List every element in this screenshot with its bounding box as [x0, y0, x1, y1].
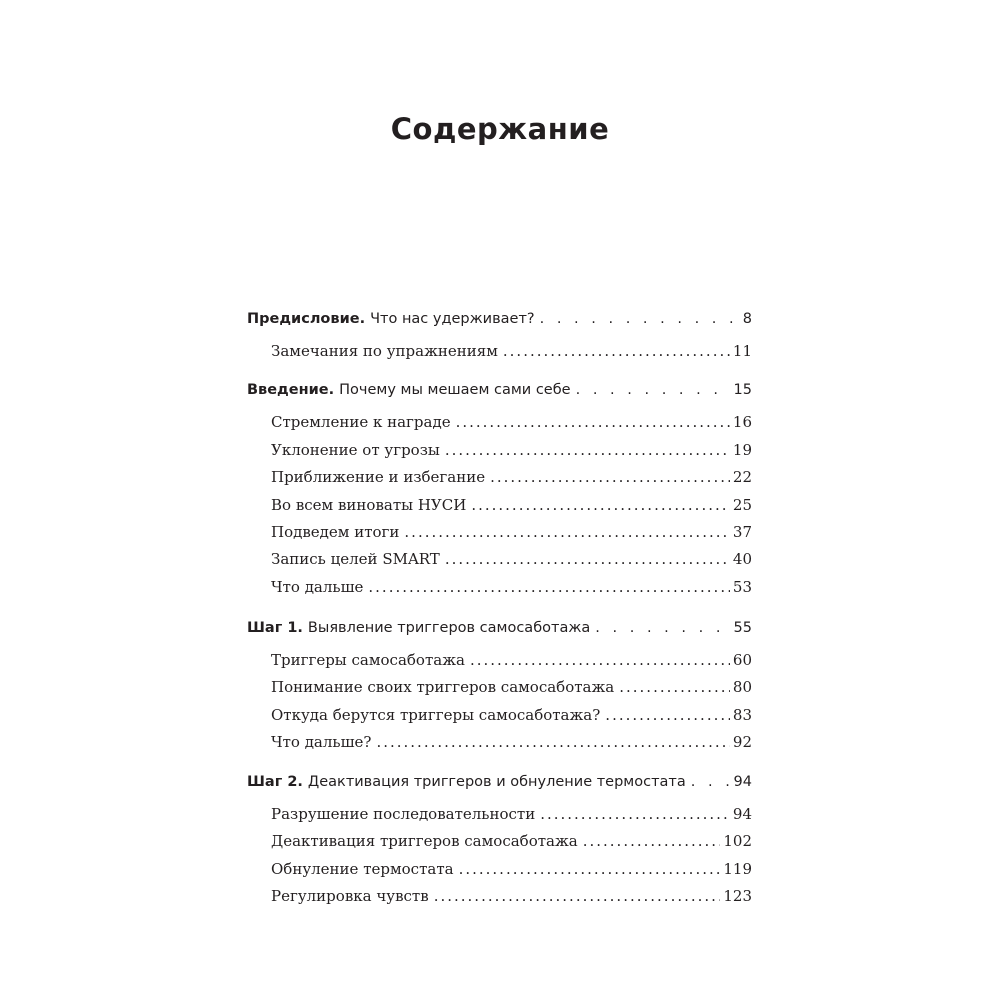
item-label: Обнуление термостата	[271, 860, 454, 878]
section-label: Деактивация триггеров и обнуление термостата	[307, 774, 686, 790]
page-number: 80	[732, 678, 752, 696]
dot-leader	[503, 338, 730, 364]
page-number: 8	[742, 311, 752, 327]
dot-leader	[456, 409, 730, 435]
page-number: 19	[732, 441, 752, 459]
page-number: 11	[732, 342, 752, 360]
dot-leader	[459, 856, 721, 882]
section-label-bold: Предисловие.	[247, 311, 366, 327]
page-number: 25	[732, 496, 752, 514]
page-number: 92	[732, 733, 752, 751]
dot-leader	[368, 574, 730, 600]
toc-item[interactable]	[271, 729, 752, 755]
dot-leader	[540, 306, 740, 332]
item-label: Запись целей SMART	[271, 550, 440, 568]
toc-section-preface[interactable]	[247, 306, 752, 332]
page-number: 119	[723, 860, 752, 878]
dot-leader	[691, 769, 731, 795]
toc-item[interactable]	[271, 464, 752, 490]
page-number: 60	[732, 651, 752, 669]
dot-leader	[583, 828, 721, 854]
section-label-bold: Введение.	[247, 382, 335, 398]
page-number: 53	[732, 578, 752, 596]
toc-section-step-2[interactable]	[247, 769, 752, 795]
item-label: Регулировка чувств	[271, 887, 429, 905]
item-label: Во всем виноваты НУСИ	[271, 496, 467, 514]
toc-item[interactable]	[271, 409, 752, 435]
dot-leader	[540, 801, 730, 827]
item-label: Что дальше?	[271, 733, 372, 751]
dot-leader	[445, 546, 730, 572]
dot-leader	[605, 702, 730, 728]
page-number: 123	[723, 887, 752, 905]
page-number: 55	[733, 620, 752, 636]
dot-leader	[619, 674, 730, 700]
toc-item[interactable]	[271, 674, 752, 700]
item-label: Стремление к награде	[271, 413, 451, 431]
toc-item[interactable]	[271, 647, 752, 673]
dot-leader	[471, 492, 730, 518]
dot-leader	[490, 464, 730, 490]
page-number: 83	[732, 706, 752, 724]
item-label: Разрушение последовательности	[271, 805, 536, 823]
toc-item[interactable]	[271, 828, 752, 854]
item-label: Что дальше	[271, 578, 364, 596]
toc-item[interactable]	[271, 801, 752, 827]
item-label: Подведем итоги	[271, 523, 400, 541]
dot-leader	[470, 647, 730, 673]
item-label: Деактивация триггеров самосаботажа	[271, 832, 578, 850]
toc-item[interactable]	[271, 856, 752, 882]
toc-item[interactable]	[271, 546, 752, 572]
section-label: Выявление триггеров самосаботажа	[307, 620, 591, 636]
toc-item[interactable]	[271, 437, 752, 463]
item-label: Приближение и избегание	[271, 468, 486, 486]
section-label: Что нас удерживает?	[370, 311, 535, 327]
page-title: Содержание	[390, 112, 610, 146]
item-label: Триггеры самосаботажа	[271, 651, 465, 669]
page-number: 15	[733, 382, 752, 398]
toc-section-step-1[interactable]	[247, 615, 752, 641]
page-number: 102	[723, 832, 752, 850]
page-number: 22	[732, 468, 752, 486]
page-number: 94	[733, 774, 752, 790]
dot-leader	[434, 883, 721, 909]
toc-item[interactable]	[271, 574, 752, 600]
item-label: Замечания по упражнениям	[271, 342, 498, 360]
dot-leader	[576, 377, 731, 403]
toc-item[interactable]	[271, 883, 752, 909]
dot-leader	[376, 729, 729, 755]
toc-section-introduction[interactable]	[247, 377, 752, 403]
dot-leader	[445, 437, 730, 463]
toc-item[interactable]	[271, 338, 752, 364]
page-number: 40	[732, 550, 752, 568]
toc-item[interactable]	[271, 492, 752, 518]
page-number: 94	[732, 805, 752, 823]
section-label: Почему мы мешаем сами себе	[339, 382, 571, 398]
item-label: Понимание своих триггеров самосаботажа	[271, 678, 615, 696]
section-label-bold: Шаг 1.	[247, 620, 303, 636]
section-label-bold: Шаг 2.	[247, 774, 303, 790]
page-number: 16	[732, 413, 752, 431]
dot-leader	[404, 519, 730, 545]
toc-item[interactable]	[271, 702, 752, 728]
dot-leader	[595, 615, 730, 641]
page-number: 37	[732, 523, 752, 541]
toc-item[interactable]	[271, 519, 752, 545]
item-label: Уклонение от угрозы	[271, 441, 440, 459]
item-label: Откуда берутся триггеры самосаботажа?	[271, 706, 601, 724]
